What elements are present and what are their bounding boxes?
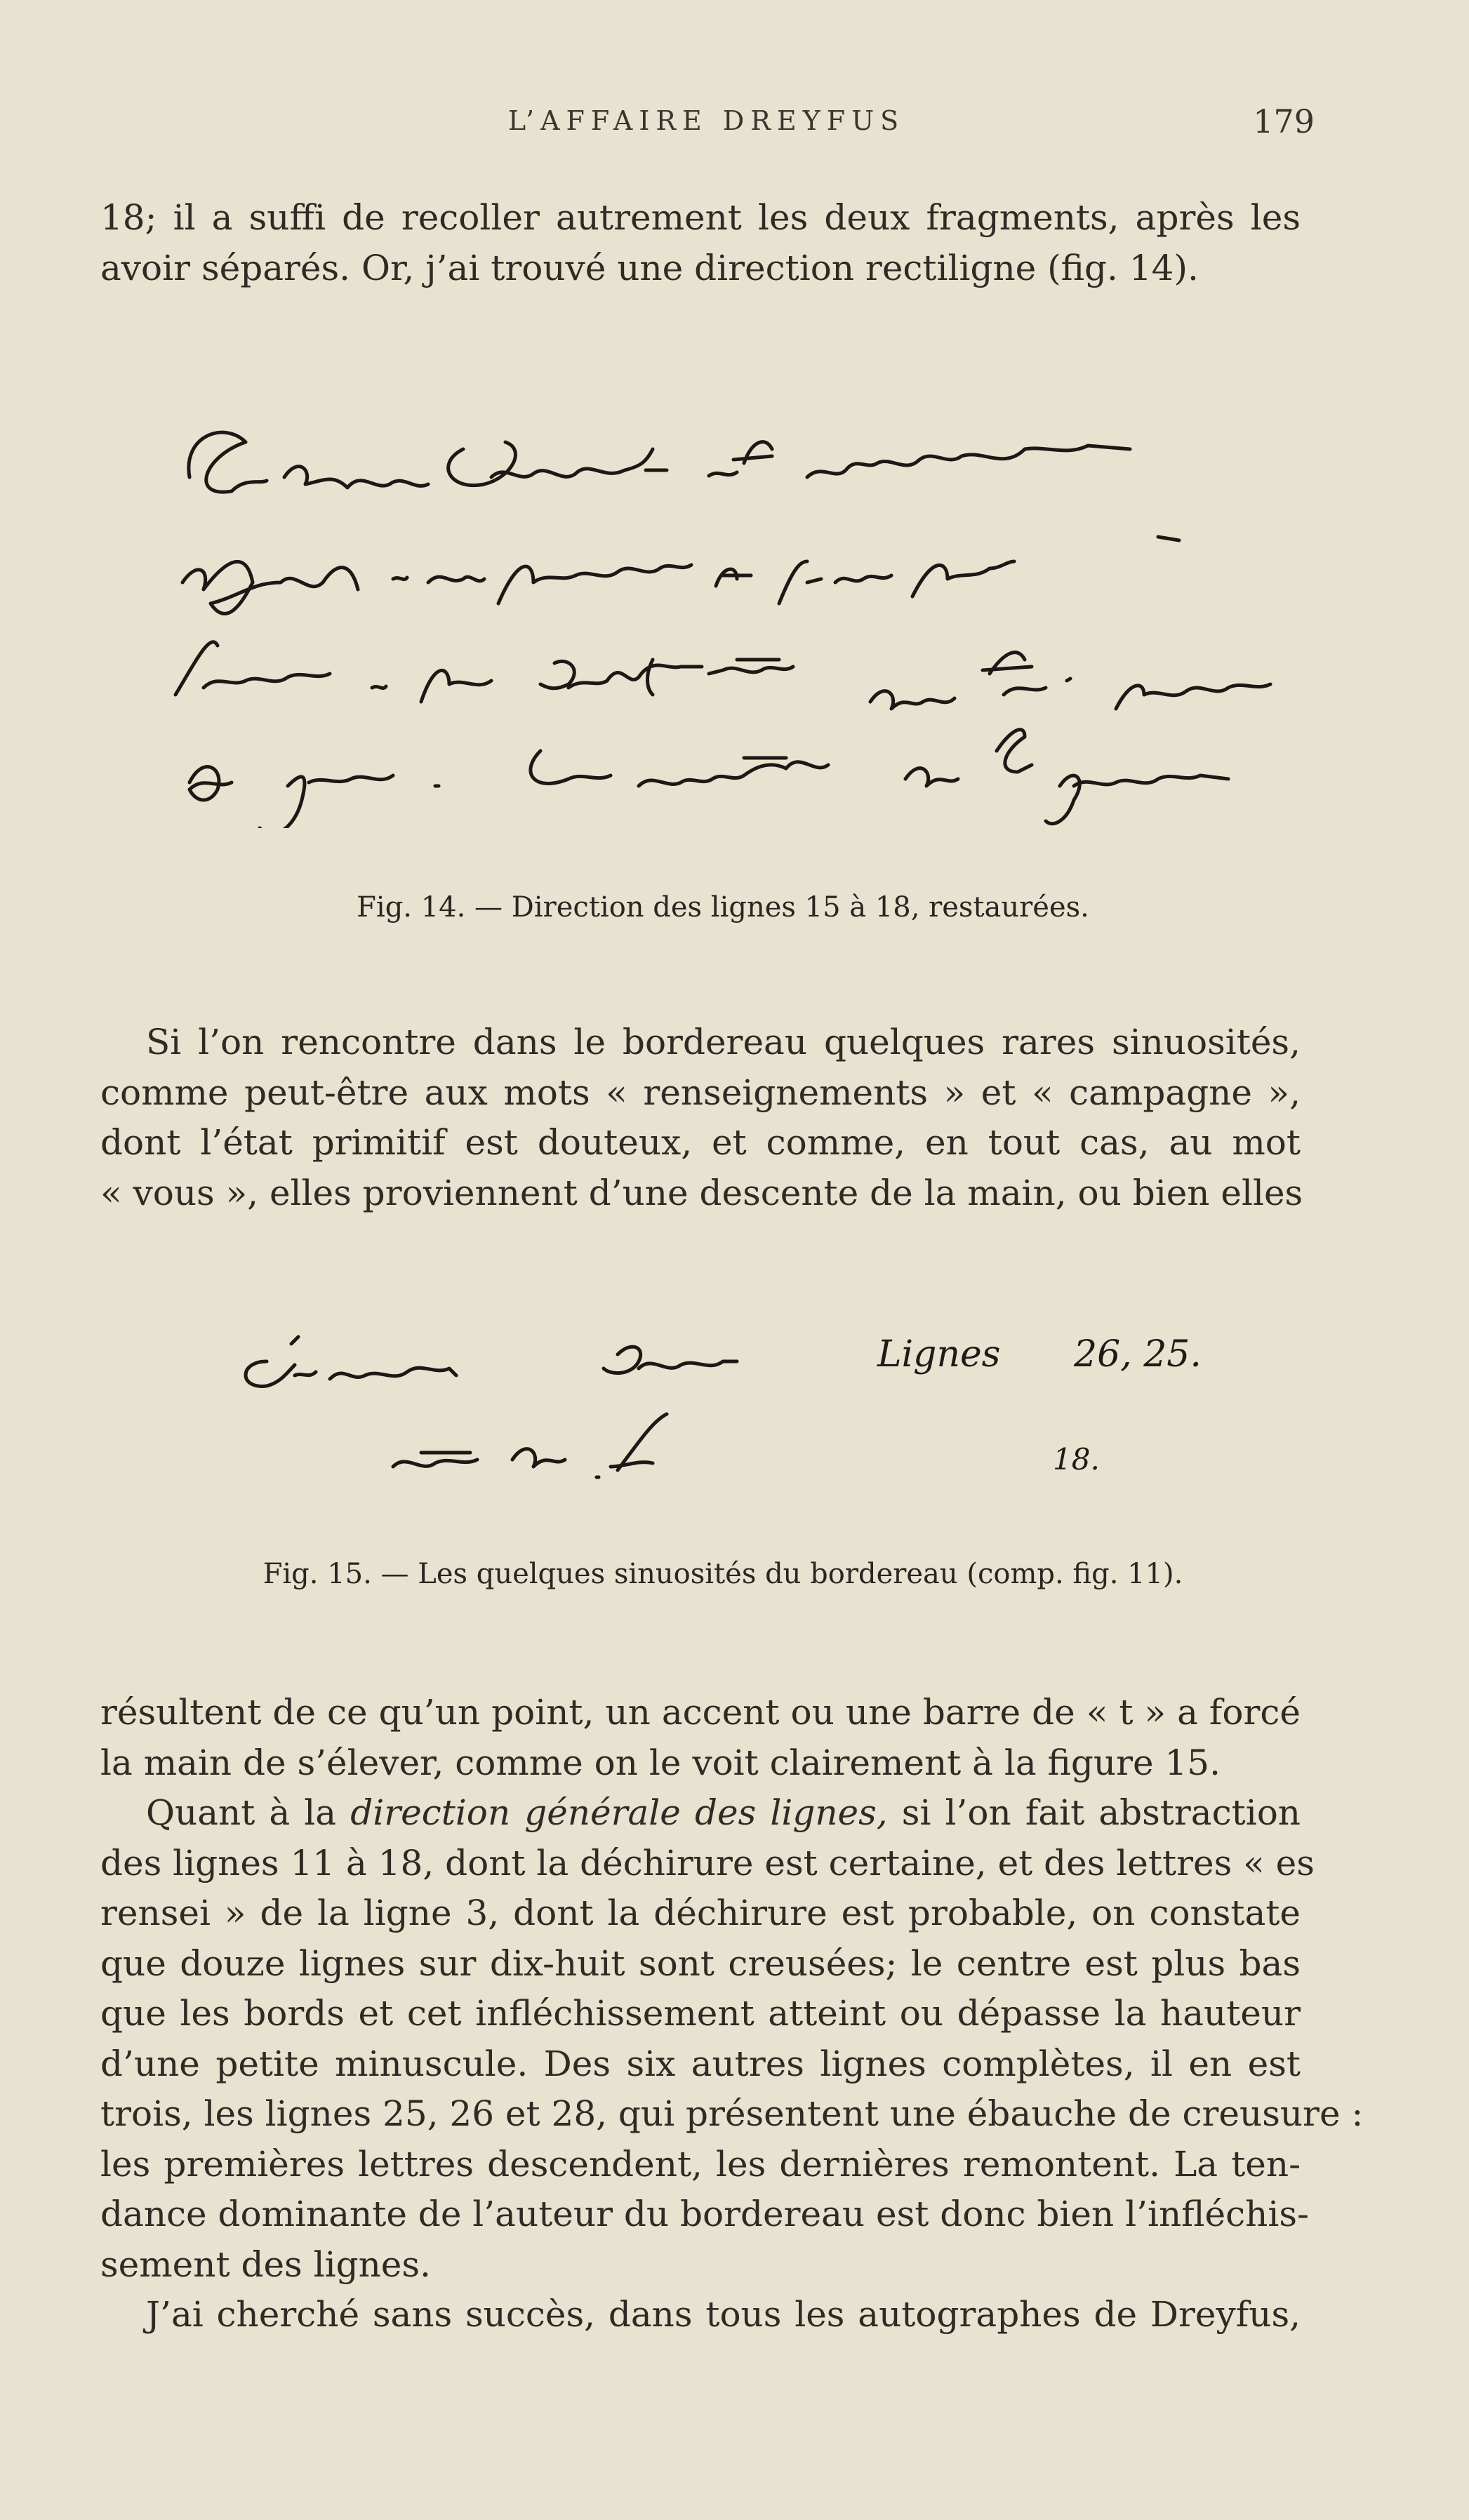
text-line: que douze lignes sur dix-huit sont creusées; le centre est plus bas bbox=[100, 1942, 1301, 1984]
text-line: « vous », elles proviennent d’une descente de la main, ou bien elles bbox=[100, 1172, 1303, 1213]
text-line: dance dominante de l’auteur du bordereau est donc bien l’infléchis- bbox=[100, 2194, 1309, 2234]
text-line: la main de s’élever, comme on le voit clairement à la figure 15. bbox=[100, 1742, 1221, 1783]
paragraph-4 bbox=[100, 1788, 1364, 2290]
text-line: des lignes 11 à 18, dont la déchirure est certaine, et des lettres « es bbox=[100, 1842, 1315, 1884]
text-run: si l’on fait abstraction bbox=[887, 1792, 1301, 1833]
text-line: sement des lignes. bbox=[100, 2244, 431, 2285]
handwriting-sample-fig14 bbox=[161, 393, 1284, 828]
figure-15-line-numbers-top: 26, 25. bbox=[1074, 1333, 1202, 1375]
figure-15-caption: Fig. 15. — Les quelques sinuosités du bordereau (comp. fig. 11). bbox=[262, 1558, 1183, 1590]
running-title: L’AFFAIRE DREYFUS bbox=[507, 105, 905, 136]
paragraph-3 bbox=[100, 1688, 1301, 1788]
text-line: J’ai cherché sans succès, dans tous les autographes de Dreyfus, bbox=[146, 2294, 1301, 2335]
text-line: d’une petite minuscule. Des six autres lignes complètes, il en est bbox=[100, 2043, 1301, 2084]
text-line: rensei » de la ligne 3, dont la déchirure est probable, on constate bbox=[100, 1893, 1301, 1933]
paragraph-5 bbox=[100, 2290, 1301, 2340]
text-line: comme peut-être aux mots « renseignements » et « campagne », bbox=[100, 1072, 1301, 1113]
figure-15 bbox=[161, 1319, 1284, 1600]
figure-14 bbox=[161, 393, 1284, 940]
text-line: que les bords et cet infléchissement atteint ou dépasse la hauteur bbox=[100, 1993, 1301, 2034]
text-line bbox=[100, 1788, 1301, 1839]
figure-14-caption: Fig. 14. — Direction des lignes 15 à 18, restaurées. bbox=[357, 891, 1089, 924]
running-head bbox=[98, 102, 1315, 154]
text-line: Si l’on rencontre dans le bordereau quelques rares sinuosités, bbox=[146, 1022, 1301, 1062]
italic-phrase: direction générale des lignes, bbox=[350, 1792, 888, 1833]
paragraph-1 bbox=[100, 193, 1301, 293]
text-line: 18; il a suffi de recoller autrement les deux fragments, après les bbox=[100, 197, 1301, 238]
page-number: 179 bbox=[1253, 102, 1315, 140]
figure-15-lines-label: Lignes bbox=[877, 1333, 1001, 1375]
figure-15-line-number-bottom: 18. bbox=[1053, 1442, 1100, 1476]
text-line: les premières lettres descendent, les dernières remontent. La ten- bbox=[100, 2143, 1301, 2185]
paragraph-2 bbox=[100, 1018, 1301, 1218]
text-line: résultent de ce qu’un point, un accent ou une barre de « t » a forcé bbox=[100, 1692, 1301, 1733]
text-line: dont l’état primitif est douteux, et comme, en tout cas, au mot bbox=[100, 1122, 1301, 1163]
text-line: trois, les lignes 25, 26 et 28, qui présentent une ébauche de creusure : bbox=[100, 2093, 1364, 2134]
text-line: avoir séparés. Or, j’ai trouvé une direction rectiligne (fig. 14). bbox=[100, 247, 1199, 288]
text-run: Quant à la bbox=[146, 1792, 351, 1833]
